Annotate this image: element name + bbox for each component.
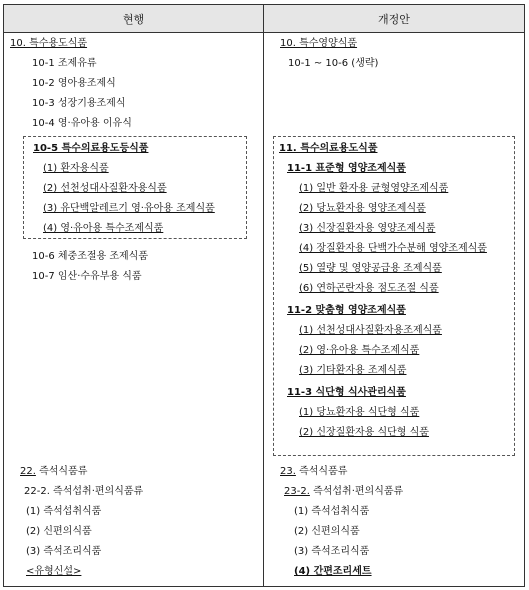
revised-group-item: (2) 당뇨환자용 영양조제식품 <box>299 203 426 214</box>
current-after-item: 10-6 체중조절용 조제식품 <box>32 251 148 262</box>
header-current: 현행 <box>4 5 264 33</box>
revised-sec23-item: (3) 즉석조리식품 <box>294 546 370 557</box>
current-sec22-title-text: 즉석식품류 <box>39 466 88 477</box>
header-row <box>4 5 525 33</box>
revised-sec23-sub: 23-2. 즉석섭취·편의식품류 <box>284 486 404 497</box>
revised-group-item: (1) 당뇨환자용 식단형 식품 <box>299 407 420 418</box>
revised-group-item: (5) 열량 및 영양공급용 조제식품 <box>299 263 442 274</box>
current-box-item: (3) 유단백알레르기 영·유아용 조제식품 <box>43 203 215 214</box>
revised-group-item: (1) 선천성대사질환자용조제식품 <box>299 325 442 336</box>
revised-group-title: 11-3 식단형 식사관리식품 <box>287 387 406 398</box>
revised-sec23-title-text: 즉석식품류 <box>299 466 348 477</box>
revised-group-title: 11-1 표준형 영양조제식품 <box>287 163 406 174</box>
current-box-item: (1) 환자용식품 <box>43 163 109 174</box>
revised-sec23-sub-text: 즉석섭취·편의식품류 <box>313 486 404 497</box>
current-sec10-item: 10-3 성장기용조제식 <box>32 98 126 109</box>
revised-group-item: (6) 연하곤란자용 점도조절 식품 <box>299 283 439 294</box>
current-special-medical-box <box>23 136 247 239</box>
current-sec22-sub: 22-2. 즉석섭취·편의식품류 <box>24 486 144 497</box>
current-sec10-title: 10. 특수용도식품 <box>10 38 88 49</box>
current-sec22-item: (2) 신편의식품 <box>26 526 92 537</box>
current-new-type-note: <유형신설> <box>26 566 82 577</box>
revised-group-item: (2) 신장질환자용 식단형 식품 <box>299 427 429 438</box>
current-sec10-item: 10-1 조제유류 <box>32 58 97 69</box>
revised-group-item: (3) 기타환자용 조제식품 <box>299 365 407 376</box>
revised-special-medical-box <box>273 136 515 456</box>
header-revised: 개정안 <box>264 5 525 33</box>
revised-sec23-item: (2) 신편의식품 <box>294 526 360 537</box>
revised-sec10-line: 10-1 ~ 10-6 (생략) <box>288 58 379 69</box>
revised-group-item: (2) 영·유아용 특수조제식품 <box>299 345 420 356</box>
revised-sec23-title: 23. 즉석식품류 <box>280 466 348 477</box>
revised-box-title: 11. 특수의료용도식품 <box>279 143 378 154</box>
revised-new-item: (4) 간편조리세트 <box>294 566 372 577</box>
revised-sec23-item: (1) 즉석섭취식품 <box>294 506 370 517</box>
current-sec10-item: 10-2 영아용조제식 <box>32 78 116 89</box>
current-sec22-item: (3) 즉석조리식품 <box>26 546 102 557</box>
revised-group-item: (3) 신장질환자용 영양조제식품 <box>299 223 436 234</box>
current-box-title: 10-5 특수의료용도등식품 <box>33 143 149 154</box>
comparison-table <box>3 4 525 587</box>
revised-group-item: (1) 일반 환자용 균형영양조제식품 <box>299 183 449 194</box>
current-column <box>4 33 264 587</box>
current-after-item: 10-7 임산·수유부용 식품 <box>32 271 142 282</box>
revised-sec10-title: 10. 특수영양식품 <box>280 38 358 49</box>
current-sec10-item: 10-4 영·유아용 이유식 <box>32 118 132 129</box>
revised-column <box>264 33 525 587</box>
current-sec22-item: (1) 즉석섭취식품 <box>26 506 102 517</box>
revised-group-title: 11-2 맞춤형 영양조제식품 <box>287 305 406 316</box>
current-box-item: (4) 영·유아용 특수조제식품 <box>43 223 164 234</box>
revised-group-item: (4) 장질환자용 단백가수분해 영양조제식품 <box>299 243 487 254</box>
current-box-item: (2) 선천성대사질환자용식품 <box>43 183 167 194</box>
current-sec22-title: 22. 즉석식품류 <box>20 466 88 477</box>
